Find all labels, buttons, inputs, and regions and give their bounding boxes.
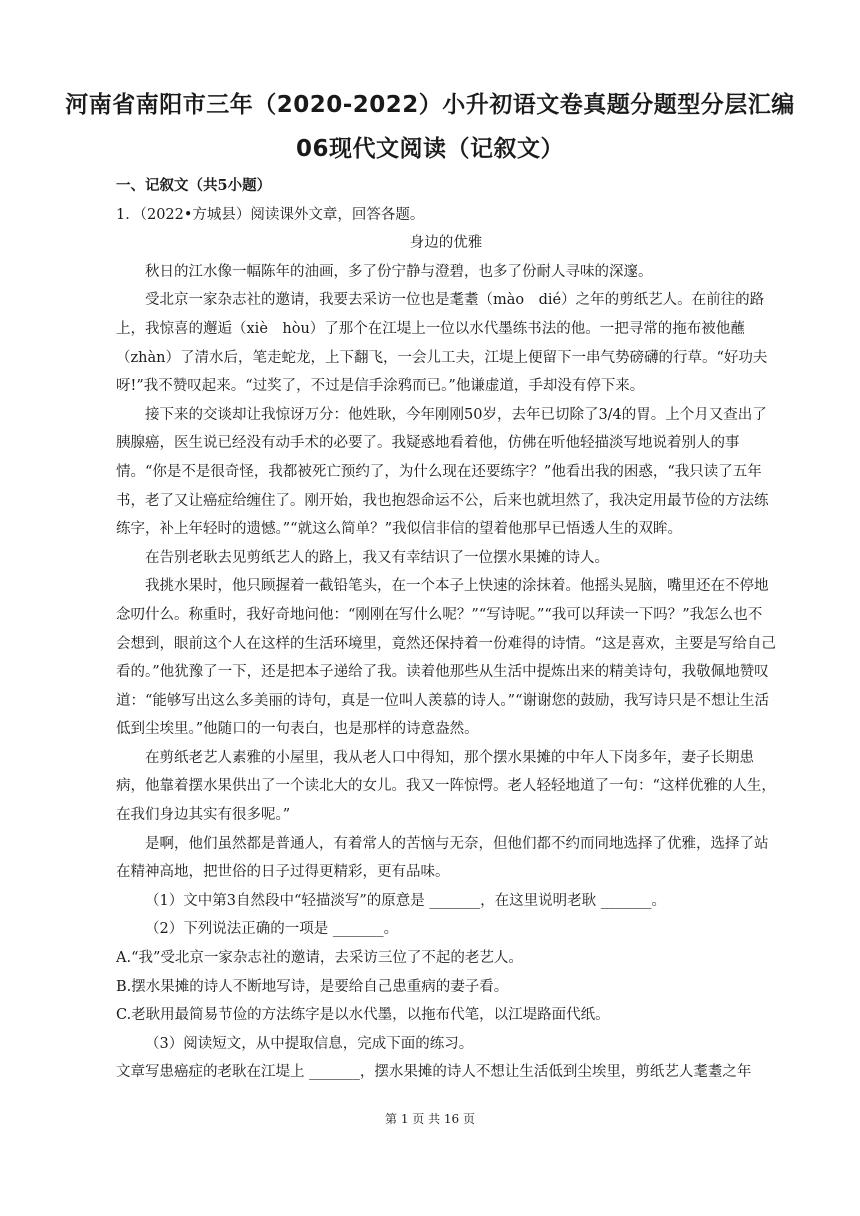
page-footer: 第 1 页 共 16 页 [385,1112,475,1126]
paragraph-7: 是啊，他们虽然都是普通人，有着常人的苦恼与无奈，但他们都不约而同地选择了优雅，选择了站在精神高地，把世俗的日子过得更精彩，更有品味。 [116,835,769,881]
paragraph-1: 秋日的江水像一幅陈年的油画，多了份宁静与澄碧，也多了份耐人寻味的深邃。 [145,263,653,280]
option-b: B.摆水果摊的诗人不断地写诗，是要给自己患重病的妻子看。 [116,978,509,995]
document-title-line-1: 河南省南阳市三年（2020-2022）小升初语文卷真题分题型分层汇编 [65,92,795,118]
question-1: （1）文中第3自然段中“轻描淡写”的原意是 _______，在这里说明老耿 _______。 [145,892,666,909]
paragraph-4: 在告别老耿去见剪纸艺人的路上，我又有幸结识了一位摆水果摊的诗人。 [145,549,609,566]
document-title-line-2: 06现代文阅读（记叙文） [295,136,564,162]
question-3: （3）阅读短文，从中提取信息，完成下面的练习。 [145,1035,474,1052]
option-c: C.老耿用最简易节俭的方法练字是以水代墨，以拖布代笔，以江堤路面代纸。 [116,1007,610,1024]
question-2: （2）下列说法正确的一项是 _______。 [145,921,399,938]
paragraph-3: 接下来的交谈却让我惊讶万分：他姓耿，今年刚刚50岁，去年已切除了3/4的胃。上个月又查出了胰腺癌，医生说已经没有动手术的必要了。我疑惑地看着他，仿佛在听他轻描淡写地说着别人的事情。“你是不是很奇怪，我都被死亡预约了，为什么现在还要练字？”他看出我的困惑，“我只读了五年书，老了又让癌症给缠住了。刚开始，我也抱怨命运不公，后来也就坦然了，我决定用最节俭的方法练练字，补上年轻时的遗憾。”“就这么简单？”我似信非信的望着他那早已悟透人生的双眸。 [116,406,769,538]
paragraph-6: 在剪纸老艺人素雅的小屋里，我从老人口中得知，那个摆水果摊的中年人下岗多年，妻子长期患病，他靠着摆水果供出了一个读北大的女儿。我又一阵惊愕。老人轻轻地道了一句：“这样优雅的人生，在我们身边其实有很多呢。” [116,749,776,824]
question-intro: 1．（2022•方城县）阅读课外文章，回答各题。 [116,206,425,223]
section-heading: 一、记叙文（共5小题） [116,177,272,194]
document-body [116,172,776,1087]
article-title: 身边的优雅 [409,235,483,252]
question-3-text: 文章写患癌症的老耿在江堤上 _______，摆水果摊的诗人不想让生活低到尘埃里，剪纸艺人耄耋之年 [116,1064,752,1081]
paragraph-5: 我挑水果时，他只顾握着一截铅笔头，在一个本子上快速的涂抹着。他摇头晃脑，嘴里还在不停地念叨什么。称重时，我好奇地问他：“刚刚在写什么呢？”“写诗呢。”“我可以拜读一下吗？”我怎么也不会想到，眼前这个人在这样的生活环境里，竟然还保持着一份难得的诗情。“这是喜欢，主要是写给自己看的。”他犹豫了一下，还是把本子递给了我。读着他那些从生活中提炼出来的精美诗句，我敬佩地赞叹道：“能够写出这么多美丽的诗句，真是一位叫人羡慕的诗人。”“谢谢您的鼓励，我写诗只是不想让生活低到尘埃里。”他随口的一句表白，也是那样的诗意盎然。 [116,578,776,738]
option-a: A.“我”受北京一家杂志社的邀请，去采访三位了不起的老艺人。 [116,950,523,967]
paragraph-2: 受北京一家杂志社的邀请，我要去采访一位也是耄耋（mào dié）之年的剪纸艺人。在前往的路上，我惊喜的邂逅（xiè hòu）了那个在江堤上一位以水代墨练书法的他。一把寻常的拖布被他蘸（zhàn）了清水后，笔走蛇龙，上下翻飞，一会儿工夫，江堤上便留下一串气势磅礴的行草。“好功夫呀!”我不赞叹起来。“过奖了，不过是信手涂鸦而已。”他谦虚道，手却没有停下来。 [116,292,768,395]
